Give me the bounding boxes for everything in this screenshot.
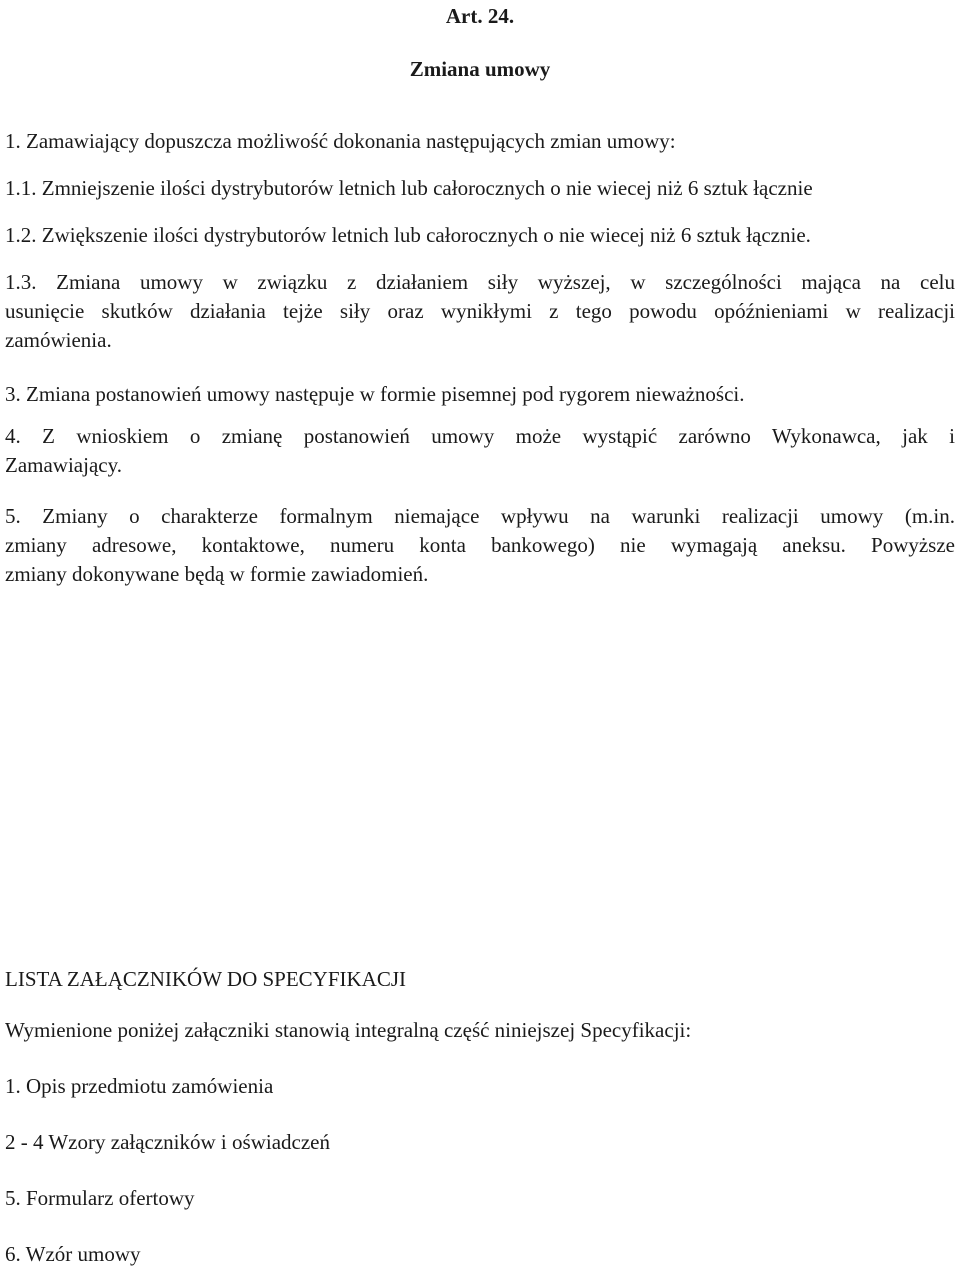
attachment-item: 2 - 4 Wzory załączników i oświadczeń [5,1130,330,1154]
paragraph-1-3-line-3: zamówienia. [5,328,112,352]
article-title: Zmiana umowy [409,57,551,81]
paragraph-1-3-line-1: 1.3. Zmiana umowy w związku z działaniem siły wyższej, w szczególności mająca na celu [5,270,955,294]
paragraph-4 [5,422,955,480]
paragraph-1-3 [5,268,955,355]
attachments-heading: LISTA ZAŁĄCZNIKÓW DO SPECYFIKACJI [5,967,407,991]
attachments-intro: Wymienione poniżej załączniki stanowią integralną część niniejszej Specyfikacji: [5,1018,692,1042]
attachment-item: 6. Wzór umowy [5,1242,141,1266]
paragraph-5-line-1: 5. Zmiany o charakterze formalnym niemające wpływu na warunki realizacji umowy (m.in. [5,504,955,528]
paragraph-5 [5,502,955,589]
paragraph-1-3-line-2: usunięcie skutków działania tejże siły oraz wynikłymi z tego powodu opóźnieniami w realizacji [5,299,955,323]
attachment-item: 5. Formularz ofertowy [5,1186,195,1210]
paragraph-5-line-2: zmiany adresowe, kontaktowe, numeru konta bankowego) nie wymagają aneksu. Powyższe [5,533,955,557]
paragraph-1: 1. Zamawiający dopuszcza możliwość dokonania następujących zmian umowy: [5,129,676,153]
paragraph-3: 3. Zmiana postanowień umowy następuje w formie pisemnej pod rygorem nieważności. [5,382,745,406]
paragraph-4-line-1: 4. Z wnioskiem o zmianę postanowień umowy może wystąpić zarówno Wykonawca, jak i [5,424,955,448]
paragraph-5-line-3: zmiany dokonywane będą w formie zawiadomień. [5,562,429,586]
paragraph-1-1: 1.1. Zmniejszenie ilości dystrybutorów letnich lub całorocznych o nie wiecej niż 6 sztuk łącznie [5,176,813,200]
article-number: Art. 24. [445,4,515,28]
paragraph-4-line-2: Zamawiający. [5,453,122,477]
paragraph-1-2: 1.2. Zwiększenie ilości dystrybutorów letnich lub całorocznych o nie wiecej niż 6 sztuk łącznie. [5,223,811,247]
attachment-item: 1. Opis przedmiotu zamówienia [5,1074,274,1098]
